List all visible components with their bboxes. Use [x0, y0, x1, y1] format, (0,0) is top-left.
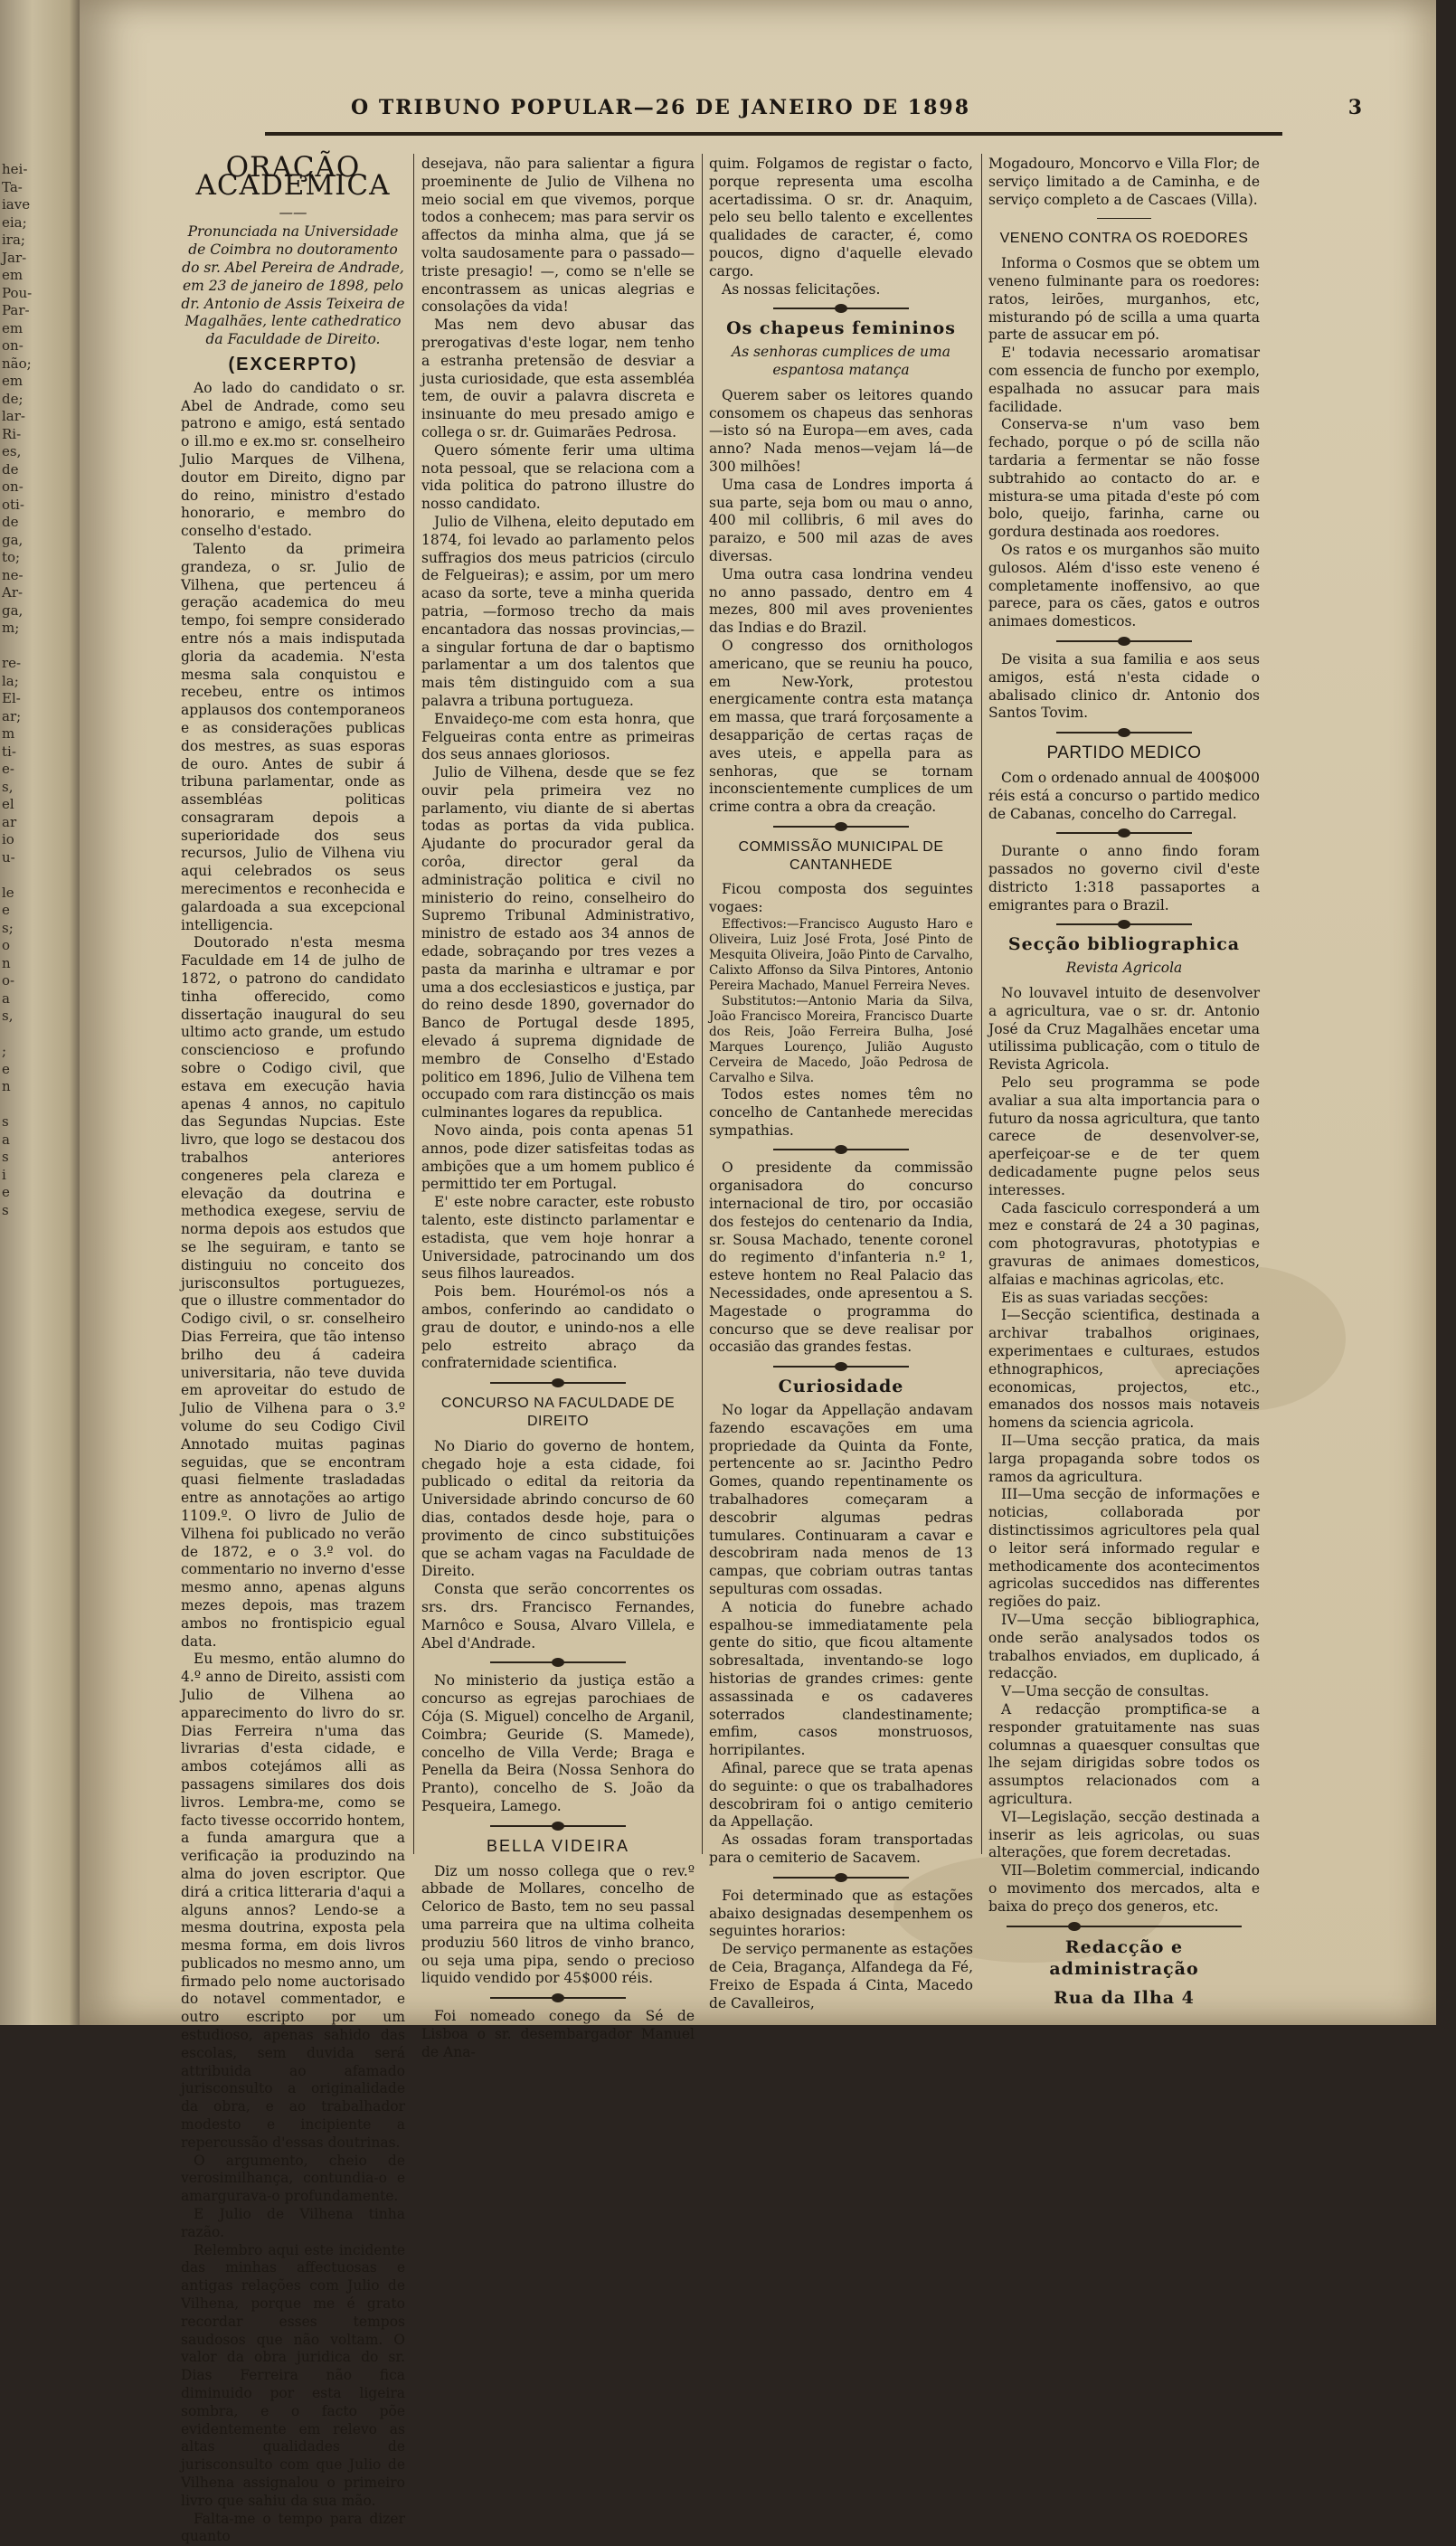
section-ornament	[773, 826, 909, 828]
left-page-text-fragment: Jar-	[2, 249, 27, 266]
paragraph: Uma outra casa londrina vendeu no anno passado, dentro em 4 mezes, 800 mil aves provenientes das Indias e do Brazil.	[709, 565, 973, 637]
column-4	[988, 156, 1260, 2009]
paragraph: Consta que serão concorrentes os srs. drs. Francisco Fernandes, Marnôco e Sousa, Alvaro Villela, e Abel d'Andrade.	[421, 1581, 695, 1652]
paragraph: Novo ainda, pois conta apenas 51 annos, pode dizer satisfeitas todas as ambições que a um homem publico é permittido ter em Portugal.	[421, 1122, 695, 1193]
section-ornament	[773, 308, 909, 309]
paragraph: A noticia do funebre achado espalhou-se immediatamente pela gente do sitio, que ficou altamente sobresaltada, inventando-se logo historias de grandes crimes: gente assassinada e os cadaveres soterrados clandestinamente; emfim, casos monstruosos, horripilantes.	[709, 1598, 973, 1759]
left-page-text-fragment: la;	[2, 672, 19, 689]
paragraph: No Diario do governo de hontem, chegado hoje a esta cidade, foi publicado o edital da reitoria da Universidade abrindo concurso de 60 dias, contados desde hoje, para o provimento de cinco substituições que se acham vagas na Faculdade de Direito.	[421, 1437, 695, 1580]
list-item: VII—Boletim commercial, indicando o movimento dos mercados, alta e baixa do preço dos generos, etc.	[988, 1862, 1260, 1915]
address-line-2: Rua da Ilha 4	[1054, 1987, 1195, 2008]
left-page-text-fragment: ;	[2, 1043, 7, 1059]
section-title: COMMISSÃO MUNICIPAL DE CANTANHEDE	[738, 838, 944, 873]
paragraph: Julio de Vilhena, desde que se fez ouvir pela primeira vez no parlamento, viu diante de si abertas todas as portas da vida publica. Ajudante do procurador geral da corôa, director geral da administração politica e civil no ministerio do reino, conselheiro do Supremo Tribunal Administrativo, ministro de estado aos 34 annos de edade, sobraçando por tres vezes a pasta da marinha e ultramar e por uma a dos ecclesiasticos e justiça, par do reino desde 1890, governador do Banco de Portugal desde 1895, elevado á suprema dignidade de membro de Conselho d'Estado politico em 1896, Julio de Vilhena tem occupado com rara distincção os mais culminantes logares da republica.	[421, 764, 695, 1122]
paragraph: O argumento, cheio de verosimilhança, contundia-o e amargurava-o profundamente.	[181, 2152, 405, 2205]
section-title: Os chapeus femininos	[726, 318, 956, 339]
excerpt-label: (EXCERPTO)	[228, 354, 358, 374]
paragraph: Substitutos:—Antonio Maria da Silva, João Francisco Moreira, Francisco Duarte dos Reis, João Ferreira Bulha, José Marques Lourenço, Julião Augusto Cerveira de Macedo, João Pedrosa de Carvalho e Silva.	[709, 994, 973, 1086]
section-subtitle: Revista Agricola	[1065, 960, 1183, 977]
title-dash: ——	[279, 203, 307, 221]
paragraph: Talento da primeira grandeza, o sr. Julio de Vilhena, que pertenceu á geração academica do meu tempo, foi sempre considerado entre nós a mais indisputada gloria da academia. N'esta mesma sala conquistou e recebeu, entre os intimos applausos dos contemporaneos e as considerações publicas dos mestres, as suas esporas de ouro. Antes de subir á tribuna parlamentar, onde as assembléas politicas consagraram depois a superioridade dos seus recursos, Julio de Vilhena viu aqui celebrados os seus merecimentos e reconhecida e galardoada a sua excepcional intelligencia.	[181, 540, 405, 933]
left-page-text-fragment: lar-	[2, 408, 25, 424]
left-page-text-fragment: io	[2, 831, 14, 847]
section-title: Secção bibliographica	[1007, 934, 1241, 955]
left-page-text-fragment: em	[2, 267, 24, 283]
left-page-text-fragment: u-	[2, 848, 15, 866]
left-page-text-fragment: es,	[2, 443, 22, 459]
section-title: PARTIDO MEDICO	[1046, 743, 1202, 763]
paragraph: Os ratos e os murganhos são muito gulosos. Além d'isso este veneno é completamente inoffensivo, ao que parece, para os cães, gatos e outros animaes domesticos.	[988, 541, 1260, 630]
column-3	[709, 156, 973, 2012]
section-ornament	[1056, 640, 1192, 642]
left-page-text-fragment: hei-	[2, 161, 28, 177]
paragraph: As ossadas foram transportadas para o cemiterio de Sacavem.	[709, 1831, 973, 1866]
paragraph: Com o ordenado annual de 400$000 réis está a concurso o partido medico de Cabanas, concelho do Carregal.	[988, 769, 1260, 822]
paragraph: Todos estes nomes têm no concelho de Cantanhede merecidas sympathias.	[709, 1086, 973, 1139]
page-number: 3	[1347, 96, 1364, 119]
left-page-text-fragment: m;	[2, 620, 20, 636]
left-page-text-fragment: oti-	[2, 496, 24, 513]
list-item: III—Uma secção de informações e noticias, collaborada por distinctissimos agricultores pela qual o leitor será informado regular e methodicamente dos acontecimentos agricolas succedidos nas differentes regiões do paiz.	[988, 1486, 1260, 1611]
paragraph: As nossas felicitações.	[722, 280, 881, 298]
paragraph: Mas nem devo abusar das prerogativas d'este logar, nem tenho a estranha pretensão de desviar a justa curiosidade, que esta assembléa tem, de ouvir a palavra discreta e insinuante do meu presado amigo e collega o sr. dr. Guimarães Pedrosa.	[421, 317, 695, 440]
paragraph: No logar da Appellação andavam fazendo escavações em uma propriedade da Quinta da Fonte, pertencente ao sr. Jacintho Pedro Gomes, quando repentinamente os trabalhadores começaram a descobrir algumas pedras tumulares. Continuaram a cavar e descobriram nada menos de 13 campas, que cobriam outras tantas sepulturas com ossadas.	[709, 1402, 973, 1597]
paragraph: A redacção promptifica-se a responder gratuitamente nas suas columnas a quaesquer consultas que lhe sejam dirigidas sobre todos os assumptos relacionados com a agricultura.	[988, 1700, 1260, 1807]
paragraph: E Julio de Vilhena tinha razão.	[181, 2206, 405, 2240]
left-page-text-fragment: El-	[2, 690, 21, 706]
paragraph: De visita a sua familia e aos seus amigos, está n'esta cidade o abalisado clinico dr. Antonio dos Santos Tovim.	[988, 650, 1260, 722]
left-page-text-fragment: s,	[2, 778, 14, 795]
left-page-edge	[0, 0, 81, 2025]
left-page-text-fragment: ga,	[2, 531, 24, 548]
left-page-text-fragment: on-	[2, 337, 24, 354]
left-page-text-fragment: Ri-	[2, 425, 22, 442]
left-page-text-fragment: e	[2, 902, 10, 918]
left-page-text-fragment: Pou-	[2, 284, 33, 301]
paragraph: Falta-me o tempo para dizer quanto	[181, 2510, 405, 2545]
left-page-text-fragment: iave	[2, 196, 31, 213]
section-ornament	[490, 1382, 626, 1384]
article-byline: Pronunciada na Universidade de Coimbra no doutoramento do sr. Abel Pereira de Andrade, em 23 de janeiro de 1898, pelo dr. Antonio de Assis Teixeira de Magalhães, lente cathedratico da Faculdade de Direito.	[181, 223, 405, 348]
left-page-text-fragment: Ar-	[2, 584, 24, 601]
paragraph: Durante o anno findo foram passados no governo civil d'este districto 1:318 passaportes a emigrantes para o Brazil.	[988, 843, 1260, 913]
paragraph: Ficou composta dos seguintes vogaes:	[709, 881, 973, 916]
section-title: BELLA VIDEIRA	[486, 1836, 630, 1855]
page-header	[351, 96, 1364, 119]
paragraph: Envaideço-me com esta honra, que Felgueiras conta entre as primeiras dos seus annaes gloriosos.	[421, 710, 695, 763]
section-ornament	[773, 1366, 909, 1368]
paragraph: O presidente da commissão organisadora do concurso internacional de tiro, por occasião dos festejos do centenario da India, sr. Sousa Machado, tenente coronel do regimento d'infanteria n.º 1, esteve hontem no Real Palacio das Necessidades, onde apresentou a S. Magestade o programma do concurso que se deve realisar por occasião das grandes festas.	[709, 1159, 973, 1356]
paragraph: Conserva-se n'um vaso bem fechado, porque o pó de scilla não tardaria a fermentar se não fosse subtrahido ao contacto do ar. e mistura-se uma pitada d'este pó com bolo, queijo, farinha, carne ou gordura destinada aos roedores.	[988, 416, 1260, 541]
paragraph: E' todavia necessario aromatisar com essencia de funcho por exemplo, espalhada no assucar para mais facilidade.	[988, 345, 1260, 415]
left-page-text-fragment: s	[2, 1113, 9, 1130]
section-ornament	[490, 1997, 626, 1999]
paragraph: desejava, não para salientar a figura proeminente de Julio de Vilhena no meio social em que vivemos, porque todos a conhecem; mas para servir os affectos da minha alma, que já se volta saudosamente para o passado—triste presagio! —, como se n'elle se encontrassem as unicas alegrias e consolações da vida!	[421, 156, 695, 316]
left-page-text-fragment: eia;	[2, 213, 27, 231]
paragraph: E' este nobre caracter, este robusto talento, este distincto parlamentar e estadista, que vem hoje honrar a Universidade, patrocinando um dos seus filhos laureados.	[421, 1194, 695, 1282]
column-rule	[981, 154, 982, 1854]
list-item: I—Secção scientifica, destinada a archivar trabalhos originaes, experimentaes e culturaes, estudos ethnographicos, apreciações economicas, projectos, etc., emanados dos nossos mais notaveis homens da sciencia agricola.	[988, 1307, 1260, 1432]
section-ornament	[773, 1877, 909, 1879]
paragraph: No louvavel intuito de desenvolver a agricultura, vae o sr. dr. Antonio José da Cruz Magalhães encetar uma utilissima publicação, com o titulo de Revista Agricola.	[988, 985, 1260, 1074]
left-page-text-fragment: a	[2, 1131, 10, 1148]
paragraph: quim. Folgamos de registar o facto, porque representa uma escolha acertadissima. O sr. dr. Anaquim, pelo seu bello talento e excellentes qualidades de caracter, é, como poucos, digno d'aquelle elevado cargo.	[709, 156, 973, 279]
left-page-text-fragment: le	[2, 884, 14, 901]
paragraph: Diz um nosso collega que o rev.º abbade de Mollares, concelho de Celorico de Basto, tem no seu passal uma parreira que na ultima colheita produziu 560 litros de vinho branco, ou seja uma pipa, sendo o precioso liquido vendido por 45$000 réis.	[421, 1862, 695, 1987]
paragraph: Eis as suas variadas secções:	[1001, 1289, 1209, 1306]
left-page-text-fragment: s	[2, 1149, 9, 1165]
section-ornament	[490, 1825, 626, 1827]
list-item: II—Uma secção pratica, da mais larga propaganda sobre todos os ramos da agricultura.	[988, 1433, 1260, 1485]
section-ornament	[773, 1149, 909, 1150]
left-page-text-fragment: ar;	[2, 707, 22, 724]
paragraph: No ministerio da justiça estão a concurso as egrejas parochiaes de Cója (S. Miguel) concelho de Arganil, Coimbra; Geuride (S. Mamede), concelho de Villa Verde; Braga e Penella da Beira (Nossa Senhora do Pranto), concelho de S. João da Pesqueira, Lamego.	[421, 1672, 695, 1814]
left-page-text-fragment: n	[2, 1078, 11, 1094]
paragraph: Pelo seu programma se pode avaliar a sua alta importancia para o futuro da nossa agricultura, que tanto carece de desenvolver-se, aperfeiçoar-se e de ter quem dedicadamente pugne pelos seus interesses.	[988, 1074, 1260, 1198]
masthead-title: O TRIBUNO POPULAR—26 DE JANEIRO DE 1898	[351, 96, 971, 119]
paragraph: De serviço permanente as estações de Ceia, Bragança, Alfandega da Fé, Freixo de Espada á Cinta, Macedo de Cavalleiros,	[709, 1941, 973, 2011]
section-title: VENENO CONTRA OS ROEDORES	[999, 231, 1249, 247]
left-page-text-fragment: de	[2, 460, 19, 478]
list-item: VI—Legislação, secção destinada a inserir as leis agricolas, ou suas alterações, que forem decretadas.	[988, 1808, 1260, 1861]
paragraph: Afinal, parece que se trata apenas do seguinte: o que os trabalhadores descobriram foi o antigo cemiterio da Appellação.	[709, 1759, 973, 1831]
left-page-text-fragment: Ta-	[2, 178, 23, 195]
paragraph: Querem saber os leitores quando consomem os chapeus das senhoras—isto só na Europa—em aves, cada anno? Nada menos—vejam lá—de 300 milhões!	[709, 386, 973, 475]
left-page-text-fragment: o-	[2, 972, 15, 989]
section-ornament	[1056, 732, 1192, 734]
newspaper-page	[80, 0, 1436, 2545]
left-page-text-fragment: em	[2, 373, 24, 389]
paragraph: Cada fasciculo corresponderá a um mez e constará de 24 a 30 paginas, com photogravuras, phototypias e gravuras de animaes domesticos, alfaias e machinas agricolas, etc.	[988, 1199, 1260, 1288]
paragraph: Julio de Vilhena, eleito deputado em 1874, foi levado ao parlamento pelos suffragios dos meus patricios (circulo de Felgueiras); e assim, por um mero acaso da sorte, teve a minha querida patria, —formoso trecho da mais encantadora das nossas provincias,—a singular fortuna de dar o baptismo parlamentar a um dos talentos que mais têm distinguido com a sua palavra a tribuna portugueza.	[421, 513, 695, 709]
column-rule	[413, 154, 414, 1854]
paragraph: Mogadouro, Moncorvo e Villa Flor; de serviço limitado a de Caminha, e de serviço completo a de Cascaes (Villa).	[988, 156, 1260, 208]
paragraph: Foi nomeado conego da Sé de Lisboa o sr. desembargador Manuel de Ana-	[421, 2008, 695, 2060]
paragraph: Ao lado do candidato o sr. Abel de Andrade, como seu patrono e amigo, está sentado o ill.mo e ex.mo sr. conselheiro Julio Marques de Vilhena, doutor em Direito, digno par do reino, ministro d'estado honorario, e membro do conselho d'estado.	[181, 379, 405, 540]
left-page-text-fragment: ira;	[2, 232, 25, 248]
left-page-text-fragment: ar	[2, 813, 17, 830]
left-page-text-fragment: n	[2, 954, 11, 971]
paragraph: Effectivos:—Francisco Augusto Haro e Oliveira, Luiz José Frota, José Pinto de Mesquita Oliveira, João Pinto de Carvalho, Calixto Affonso da Silva Pintores, Antonio Pereira Machado, Manuel Ferreira Neves.	[709, 917, 973, 994]
list-item: V—Uma secção de consultas.	[1001, 1683, 1209, 1700]
left-page-text-fragment: m	[2, 725, 15, 742]
header-rule	[265, 132, 1282, 136]
left-page-text-fragment: i	[2, 1166, 6, 1183]
left-page-text-fragment: Par-	[2, 302, 30, 318]
left-page-text-fragment: to;	[2, 549, 21, 565]
left-page-text-fragment: e	[2, 1184, 10, 1200]
column-2	[421, 156, 695, 2061]
section-title: Curiosidade	[778, 1377, 904, 1397]
left-page-text-fragment: a	[2, 989, 10, 1007]
left-page-text-fragment: em	[2, 319, 24, 336]
left-page-text-fragment: s	[2, 1201, 9, 1218]
paragraph: Eu mesmo, então alumno do 4.º anno de Direito, assisti com Julio de Vilhena ao apparecimento do livro do sr. Dias Ferreira n'uma das livrarias d'esta cidade, e ambos cotejámos alli as passagens similares dos dois livros. Lembra-me, como se facto tivesse occorrido hontem, a funda amargura que a verificação ia produzindo na alma do joven escriptor. Que dirá a critica litteraria d'aqui a alguns annos? Lendo-se a mesma doutrina, exposta pela mesma forma, em dois livros publicados no mesmo anno, um firmado pelo nome auctorisado do notavel commentador, e outro escripto por um estudioso, apenas sahido das escolas, sem duvida será attribuida ao afamado jurisconsulto a originalidade da obra, e ao trabalhador modesto e incipiente a repercussão d'essas doutrinas.	[181, 1651, 405, 2151]
left-page-text-fragment: o	[2, 937, 11, 953]
left-page-text-fragment: el	[2, 796, 14, 812]
section-ornament	[490, 1661, 626, 1663]
paragraph: Informa o Cosmos que se obtem um veneno fulminante para os roedores: ratos, leirões, murganhos, etc, misturando pó de scilla a uma quarta parte de assucar em pó.	[988, 255, 1260, 344]
left-page-text-fragment: on-	[2, 478, 24, 495]
left-page-text-fragment: não;	[2, 355, 32, 372]
left-page-text-fragment: e-	[2, 761, 14, 777]
list-item: IV—Uma secção bibliographica, onde serão analysados todos os trabalhos enviados, em duplicado, á redacção.	[988, 1611, 1260, 1682]
paragraph: Relembro aqui este incidente das minhas affectuosas e antigas relações com Julio de Vilhena, porque me é grato recordar esses tempos saudosos que não voltam. O valor da obra juridica do sr. Dias Ferreira não fica diminuido por esta ligeira sombra, e o facto põe evidentemente em relevo as altas qualidades de jurisconsulto com que Julio de Vilhena assignalou o primeiro livro que sahiu da sua mão.	[181, 2241, 405, 2509]
paragraph: Foi determinado que as estações abaixo designadas desempenhem os seguintes horarios:	[709, 1887, 973, 1940]
column-rule	[702, 154, 703, 1854]
paragraph: Doutorado n'esta mesma Faculdade em 14 de julho de 1872, o patrono do candidato tinha offerecido, como dissertação inaugural do seu ultimo acto grande, um estudo conscienciosо e profundo sobre o Codigo civil, que estava em execução havia apenas 4 annos, no capitulo das Segundas Nupcias. Este livro, que logo se destacou dos trabalhos anteriores congeneres pela clareza e elevação da doutrina e methodica exegese, serviu de norma depois aos estudos que se lhe seguiram, e tanto se distinguiu no conceito dos jurisconsultos portuguezes, que o illustre commentador do Codigo civil, o sr. conselheiro Dias Ferreira, que tão intenso brilho deu á cadeira universitaria, não teve duvida em aproveitar do estudo de Julio de Vilhena para o 3.º volume do seu Codigo Civil Annotado muitas paginas seguidas, que se encontram quasi fielmente trasladadas entre as annotações ao artigo 1109.º. O livro de Julio de Vilhena foi publicado no verão de 1872, e o 3.º vol. do commentario no inverno d'esse mesmo anno, apenas alguns mezes depois, mas trazem ambos no frontispicio egual data.	[181, 934, 405, 1650]
left-page-text-fragment: ne-	[2, 566, 24, 583]
section-ornament	[1056, 832, 1192, 834]
left-page-text-fragment: s,	[2, 1008, 14, 1024]
left-page-text-fragment: de;	[2, 390, 24, 407]
column-1	[181, 151, 405, 2546]
section-rule	[1097, 218, 1151, 219]
paragraph: O congresso dos ornithologos americano, que se reuniu ha pouco, em New-York, protestou energicamente contra esta matança em massa, que trará forçosamente a desapparição de certas raças de aves uteis, e appella para as senhoras, que se tornam inconscientemente cumplices de um crime contra a obra da creação.	[709, 637, 973, 816]
left-page-text-fragment: e	[2, 1060, 10, 1077]
section-ornament	[1056, 923, 1192, 925]
paragraph: Uma casa de Londres importa á sua parte, seja bom ou mau o anno, 400 mil collibris, 6 mil aves do paraizo, e 500 mil azas de aves diversas.	[709, 476, 973, 564]
left-page-text-fragment: ti-	[2, 743, 16, 760]
left-page-text-fragment: de	[2, 514, 19, 530]
section-ornament	[1007, 1926, 1242, 1927]
section-title: CONCURSO NA FACULDADE DE DIREITO	[440, 1396, 676, 1429]
paragraph: Pois bem. Hourémol-os nós a ambos, conferindo ao candidato o grau de doutor, e unindo-nos a elle pelo estreito abraço da confraternidade scientifica.	[421, 1283, 695, 1372]
left-page-text-fragment: ga,	[2, 601, 24, 619]
left-page-text-fragment: re-	[2, 655, 22, 671]
paragraph: Quero sómente ferir uma ultima nota pessoal, que se relaciona com a vida politica do patrono illustre do nosso candidato.	[421, 441, 695, 513]
left-page-text-fragment: s;	[2, 919, 14, 936]
section-subtitle: As senhoras cumplices de uma espantosa matança	[732, 344, 950, 378]
address-line-1: Redacção e administração	[1049, 1936, 1199, 1979]
article-title: ORAÇÃO ACADEMICA	[195, 151, 391, 202]
